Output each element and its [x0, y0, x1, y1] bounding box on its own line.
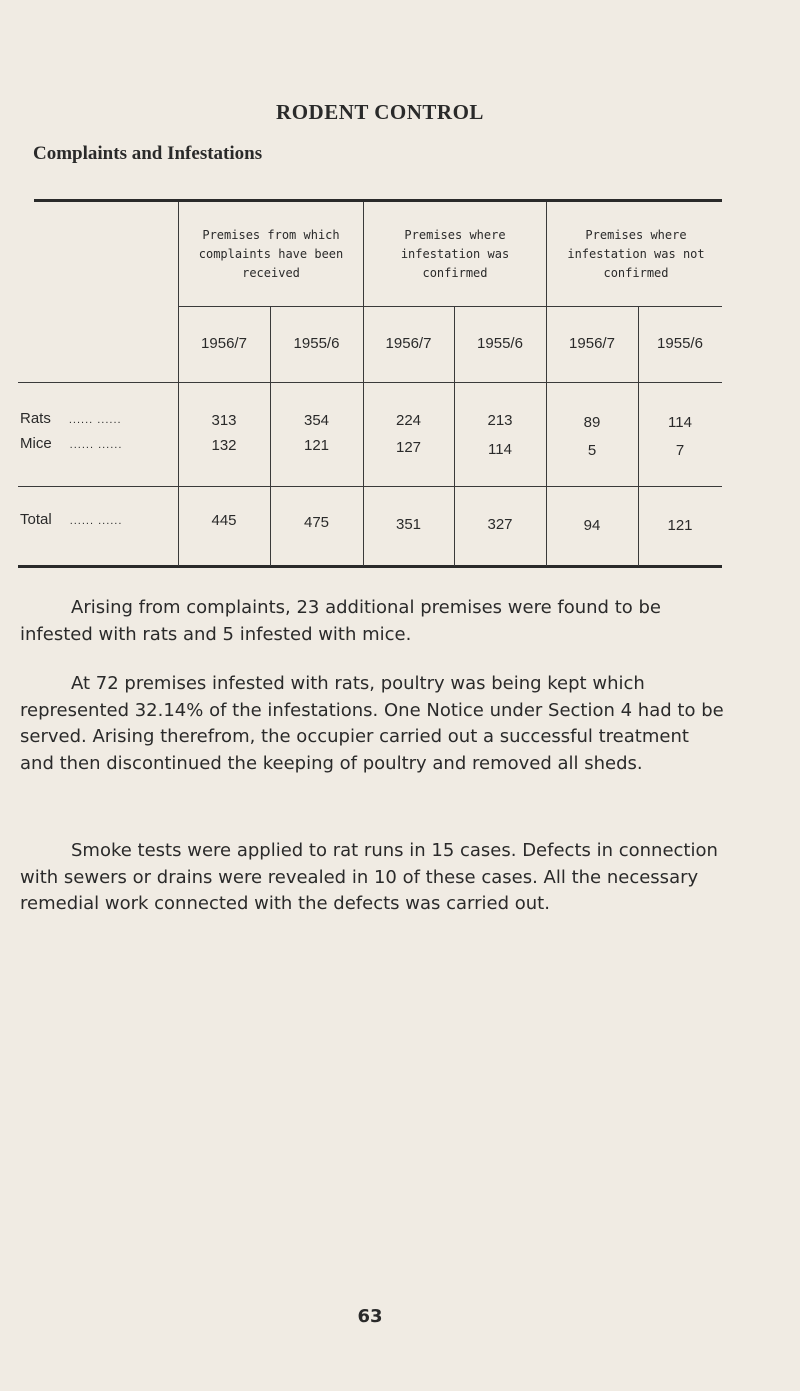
total-separator: [18, 486, 722, 487]
table-cell: 121: [667, 517, 693, 534]
row-label-text: Total: [20, 511, 52, 528]
leader-dots: ...... ......: [69, 515, 123, 527]
table-cell: 132: [211, 437, 237, 454]
leader-dots: ...... ......: [69, 439, 123, 451]
row-label-total: [20, 511, 122, 528]
year-header: 1956/7: [201, 335, 247, 352]
col-divider: [363, 202, 364, 566]
paragraph-text: Smoke tests were applied to rat runs in 15 cases. Defects in connection with sewers or drains were revealed in 10 of these cases. All the necessary remedial work connected with the defects was carried out.: [20, 840, 718, 914]
row-label-rats: [20, 410, 122, 427]
table-cell: 213: [487, 412, 513, 429]
table-cell: 5: [587, 442, 597, 459]
year-header: 1956/7: [385, 335, 432, 352]
year-header: 1955/6: [477, 335, 523, 352]
table-cell: 445: [211, 512, 237, 529]
row-label-text: Mice: [20, 435, 52, 452]
page-title: RODENT CONTROL: [276, 100, 484, 124]
table-cell: 327: [487, 516, 513, 533]
table-cell: 114: [488, 441, 512, 458]
group-header: Premises where infestation was not confirmed: [567, 228, 705, 280]
paragraph-text: Arising from complaints, 23 additional premises were found to be infested with rats and 5 infested with mice.: [20, 597, 661, 645]
group-header: Premises from which complaints have been received: [198, 228, 344, 280]
paragraph: [20, 595, 728, 648]
page-number: 63: [357, 1306, 383, 1327]
table-cell: 313: [211, 412, 237, 429]
table-cell: 354: [303, 412, 330, 429]
row-label-text: Rats: [20, 410, 51, 427]
infestation-table: [18, 196, 722, 572]
table-cell: 475: [303, 514, 330, 531]
paragraph: [20, 671, 728, 777]
table-cell: 114: [668, 414, 692, 431]
table-cell: 224: [395, 412, 422, 429]
table-cell: 351: [395, 516, 422, 533]
table-cell: 89: [583, 414, 601, 431]
table-cell: 127: [395, 439, 422, 456]
col-divider: [546, 202, 547, 566]
paragraph-text: At 72 premises infested with rats, poultry was being kept which represented 32.14% of the infestations. One Notice under Section 4 had to be served. Arising therefrom, the occupier carried out a successful treatment and then discontinued the keeping of poultry and removed all sheds.: [20, 673, 724, 774]
group-header: Premises where infestation was confirmed: [400, 228, 510, 280]
year-header: 1955/6: [293, 335, 340, 352]
table-top-rule: [34, 199, 722, 202]
year-separator: [18, 382, 722, 383]
row-label-mice: [20, 435, 122, 452]
table-cell: 94: [583, 517, 601, 534]
header-separator: [178, 306, 722, 307]
section-subtitle: Complaints and Infestations: [33, 143, 263, 164]
table-bottom-rule: [18, 565, 722, 568]
year-header: 1955/6: [657, 335, 703, 352]
table-cell: 121: [303, 437, 330, 454]
leader-dots: ...... ......: [68, 414, 122, 426]
year-header: 1956/7: [569, 335, 615, 352]
table-cell: 7: [675, 442, 685, 459]
paragraph: [20, 838, 728, 918]
